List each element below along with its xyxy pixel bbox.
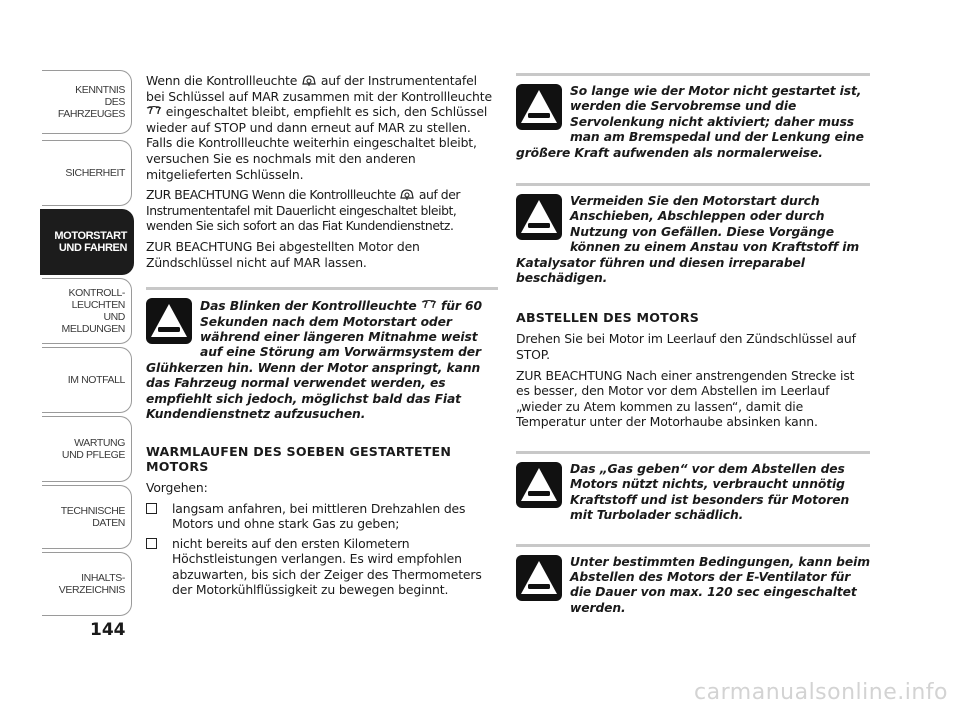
right-column [516,73,870,616]
list-item [146,536,498,598]
warning-fan [516,547,870,617]
paragraph-note-lamp [146,187,498,234]
tab-wartung[interactable]: WARTUNG UND PFLEGE [42,416,132,482]
checkbox-bullet-icon [146,538,157,549]
paragraph-key-check [146,73,498,182]
warning-gas [516,454,870,524]
tab-inhaltsverzeichnis[interactable]: INHALTS- VERZEICHNIS [42,552,132,616]
checkbox-bullet-icon [146,503,157,514]
text: Das Blinken der Kontrollleuchte [200,299,417,314]
text: ZUR BEACHTUNG Wenn die Kontrollleuchte [146,187,396,203]
list-item [146,501,498,532]
text: auf der Instrumententafel bei Schlüssel auf MAR zusammen mit der Kontrollleuchte [146,73,492,104]
paragraph-stop-key: Drehen Sie bei Motor im Leerlauf den Zündschlüssel auf STOP. [516,331,856,363]
page-number: 144 [90,620,126,640]
warning-triangle-icon [516,194,562,240]
text: eingeschaltet bleibt, empfiehlt es sich, den Schlüssel wieder auf STOP und dann erneut auf MAR zu stellen. Falls die Kontrollleuchte weiterhin eingeschaltet bleibt, versuchen Sie es nochmals mit den anderen mitgelieferten Schlüsseln. [146,104,488,182]
text: langsam anfahren, bei mittleren Drehzahlen des Motors und ohne stark Gas zu geben; [172,500,466,532]
procedure-list [146,501,498,597]
glow-plug-lamp-icon [421,298,437,312]
paragraph-note-stop: ZUR BEACHTUNG Bei abgestellten Motor den Zündschlüssel nicht auf MAR lassen. [146,238,420,270]
text: auf der Instrumententafel mit Dauerlicht eingeschaltet bleibt, wenden Sie sich sofort an das Fiat Kundendienstnetz. [146,187,461,234]
watermark: carmanualsonline.info [694,680,948,705]
warning-glowplug [146,290,498,422]
car-key-lamp-icon [301,73,317,87]
text: Das „Gas geben“ vor dem Abstellen des Motors nützt nichts, verbraucht unnötig Kraftstoff und ist besonders für Motoren mit Turbolader schädlich. [570,462,850,523]
text: So lange wie der Motor nicht gestartet ist, werden die Servobremse und die Servolenkung nicht aktiviert; daher muss man am Bremspedal und der Lenkung eine größere Kraft aufwenden als normalerweise. [516,84,864,160]
tab-im-notfall[interactable]: IM NOTFALL [42,347,132,413]
tab-kenntnis[interactable]: KENNTNIS DES FAHRZEUGES [42,70,132,134]
procedure-intro: Vorgehen: [146,480,208,496]
tab-technische-daten[interactable]: TECHNISCHE DATEN [42,485,132,549]
car-key-lamp-icon [399,187,415,201]
tab-motorstart[interactable]: MOTORSTART UND FAHREN [40,209,134,275]
warning-triangle-icon [146,298,192,344]
section-heading-warmlaufen: WARMLAUFEN DES SOEBEN GESTARTETEN MOTORS [146,444,452,475]
tab-sicherheit[interactable]: SICHERHEIT [42,140,132,206]
text: Vermeiden Sie den Motorstart durch Anschieben, Abschleppen oder durch Nutzung von Gefällen. Diese Vorgänge können zu einem Anstau von Kraftstoff im Katalysator führen und diesen irreparabel beschädigen. [516,194,860,286]
text: Unter bestimmten Bedingungen, kann beim Abstellen des Motors der E-Ventilator für die Dauer von max. 120 sec eingeschaltet werden. [570,554,870,615]
warning-servo [516,76,870,161]
glow-plug-lamp-icon [146,104,162,118]
warning-triangle-icon [516,555,562,601]
left-column [146,73,498,601]
text: für 60 Sekunden nach dem Motorstart oder während einer längeren Mitnahme weist auf eine Störung am Vorwärmsystem der Glühkerzen hin. Wenn der Motor anspringt, kann das Fahrzeug normal verwendet werden, es empfiehlt sich jedoch, möglichst bald das Fiat Kundendienstnetz aufzusuchen. [146,299,482,421]
text: nicht bereits auf den ersten Kilometern Höchstleistungen verlangen. Es wird empfohlen abzuwarten, bis sich der Zeiger des Thermometers der Motorkühlflüssigkeit zu bewegen beginnt. [172,535,482,597]
text: Wenn die Kontrollleuchte [146,73,298,88]
tab-kontrollleuchten[interactable]: KONTROLL- LEUCHTEN UND MELDUNGEN [42,278,132,344]
warning-triangle-icon [516,462,562,508]
warning-pushstart [516,186,870,286]
warning-triangle-icon [516,84,562,130]
section-heading-abstellen: ABSTELLEN DES MOTORS [516,310,699,326]
paragraph-note-idle: ZUR BEACHTUNG Nach einer anstrengenden Strecke ist es besser, den Motor vor dem Abstellen im Leerlauf „wieder zu Atem kommen zu lassen“, damit die Temperatur unter der Motorhaube absinken kann. [516,367,855,430]
